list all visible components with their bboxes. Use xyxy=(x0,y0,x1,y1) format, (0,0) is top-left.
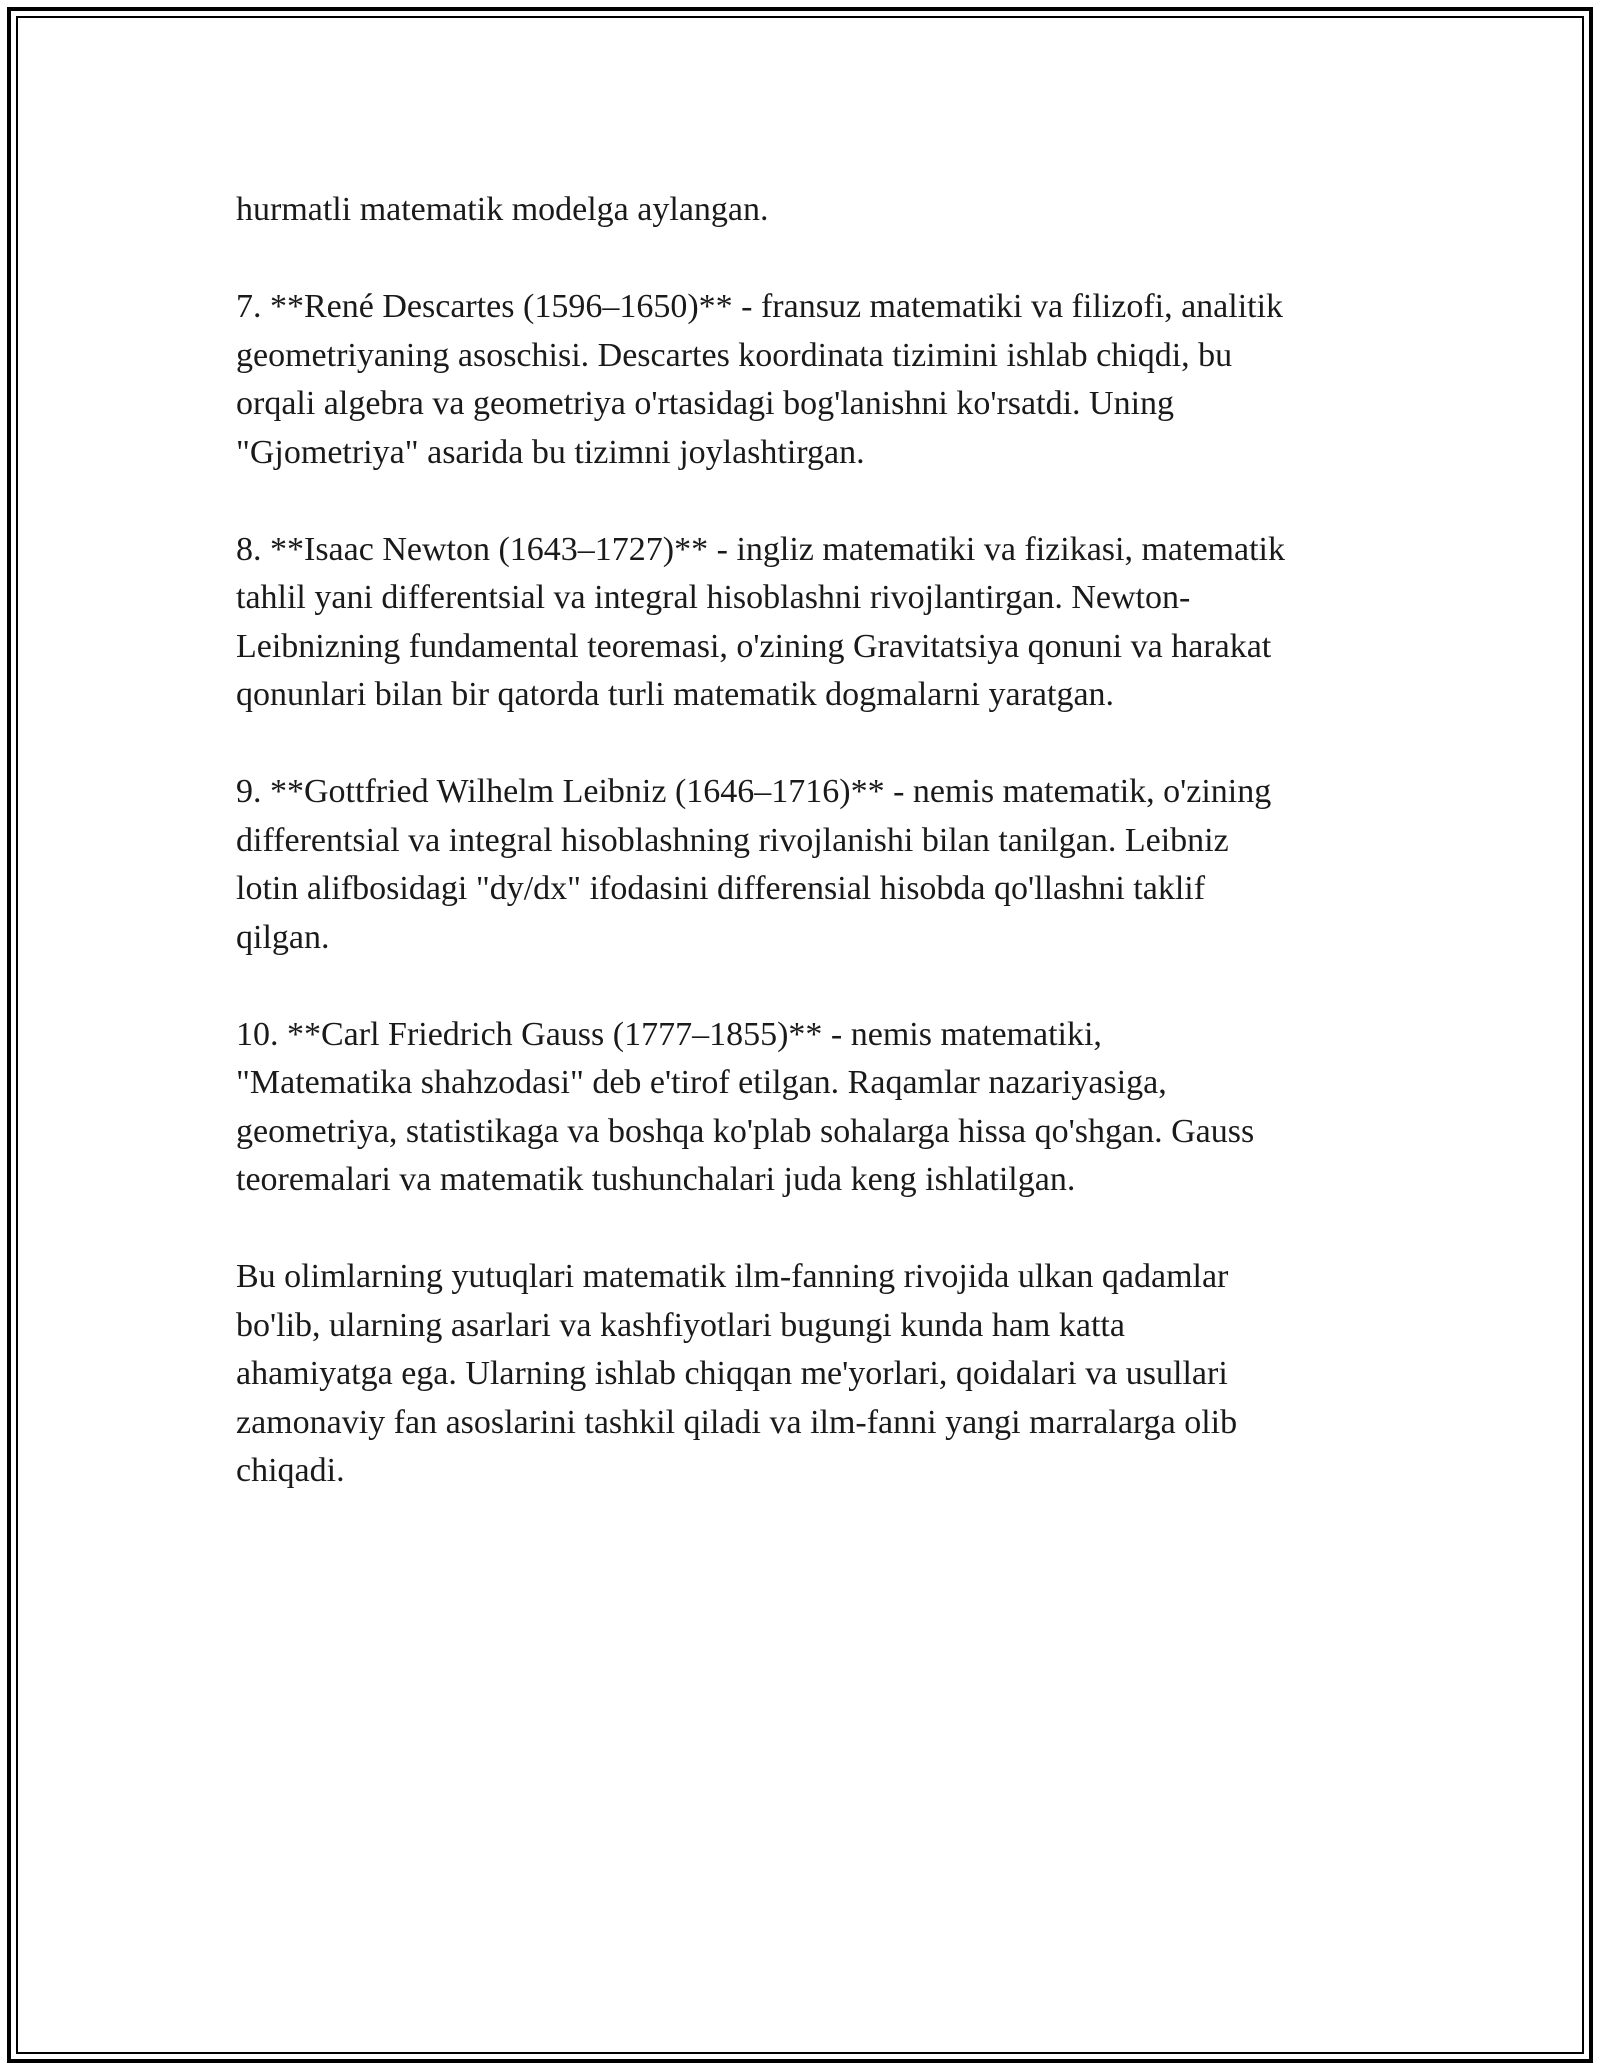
paragraph-gauss: 10. **Carl Friedrich Gauss (1777–1855)** - nemis matematiki, "Matematika shahzodasi" deb e'tirof etilgan. Raqamlar nazariyasiga, geometriya, statistikaga va boshqa ko'plab sohalarga hissa qo'shgan. Gauss teoremalari va matematik tushunchalari juda keng ishlatilgan. xyxy=(236,1015,1255,1198)
paragraph-descartes: 7. **René Descartes (1596–1650)** - fransuz matematiki va filizofi, analitik geometriyaning asoschisi. Descartes koordinata tizimini ishlab chiqdi, bu orqali algebra va geometriya o'rtasidagi bog'lanishni ko'rsatdi. Uning "Gjometriya" asarida bu tizimni joylashtirgan. xyxy=(236,288,1284,471)
paragraph-continuation: hurmatli matematik modelga aylangan. xyxy=(236,191,769,228)
paragraph-newton: 8. **Isaac Newton (1643–1727)** - ingliz matematiki va fizikasi, matematik tahlil yani differentsial va integral hisoblashni rivojlantirgan. Newton- Leibnizning fundamental teoremasi, o'zining Gravitatsiya qonuni va harakat qonunlari bilan bir qatorda turli matematik dogmalarni yaratgan. xyxy=(236,530,1285,713)
document-body xyxy=(236,186,1376,1544)
paragraph-leibniz: 9. **Gottfried Wilhelm Leibniz (1646–1716)** - nemis matematik, o'zining differentsial va integral hisoblashning rivojlanishi bilan tanilgan. Leibniz lotin alifbosidagi "dy/dx" ifodasini differensial hisobda qo'llashni taklif qilgan. xyxy=(236,773,1272,956)
paragraph-conclusion: Bu olimlarning yutuqlari matematik ilm-fanning rivojida ulkan qadamlar bo'lib, ularning asarlari va kashfiyotlari bugungi kunda ham katta ahamiyatga ega. Ularning ishlab chiqqan me'yorlari, qoidalari va usullari zamonaviy fan asoslarini tashkil qiladi va ilm-fanni yangi marralarga olib chiqadi. xyxy=(236,1258,1238,1489)
